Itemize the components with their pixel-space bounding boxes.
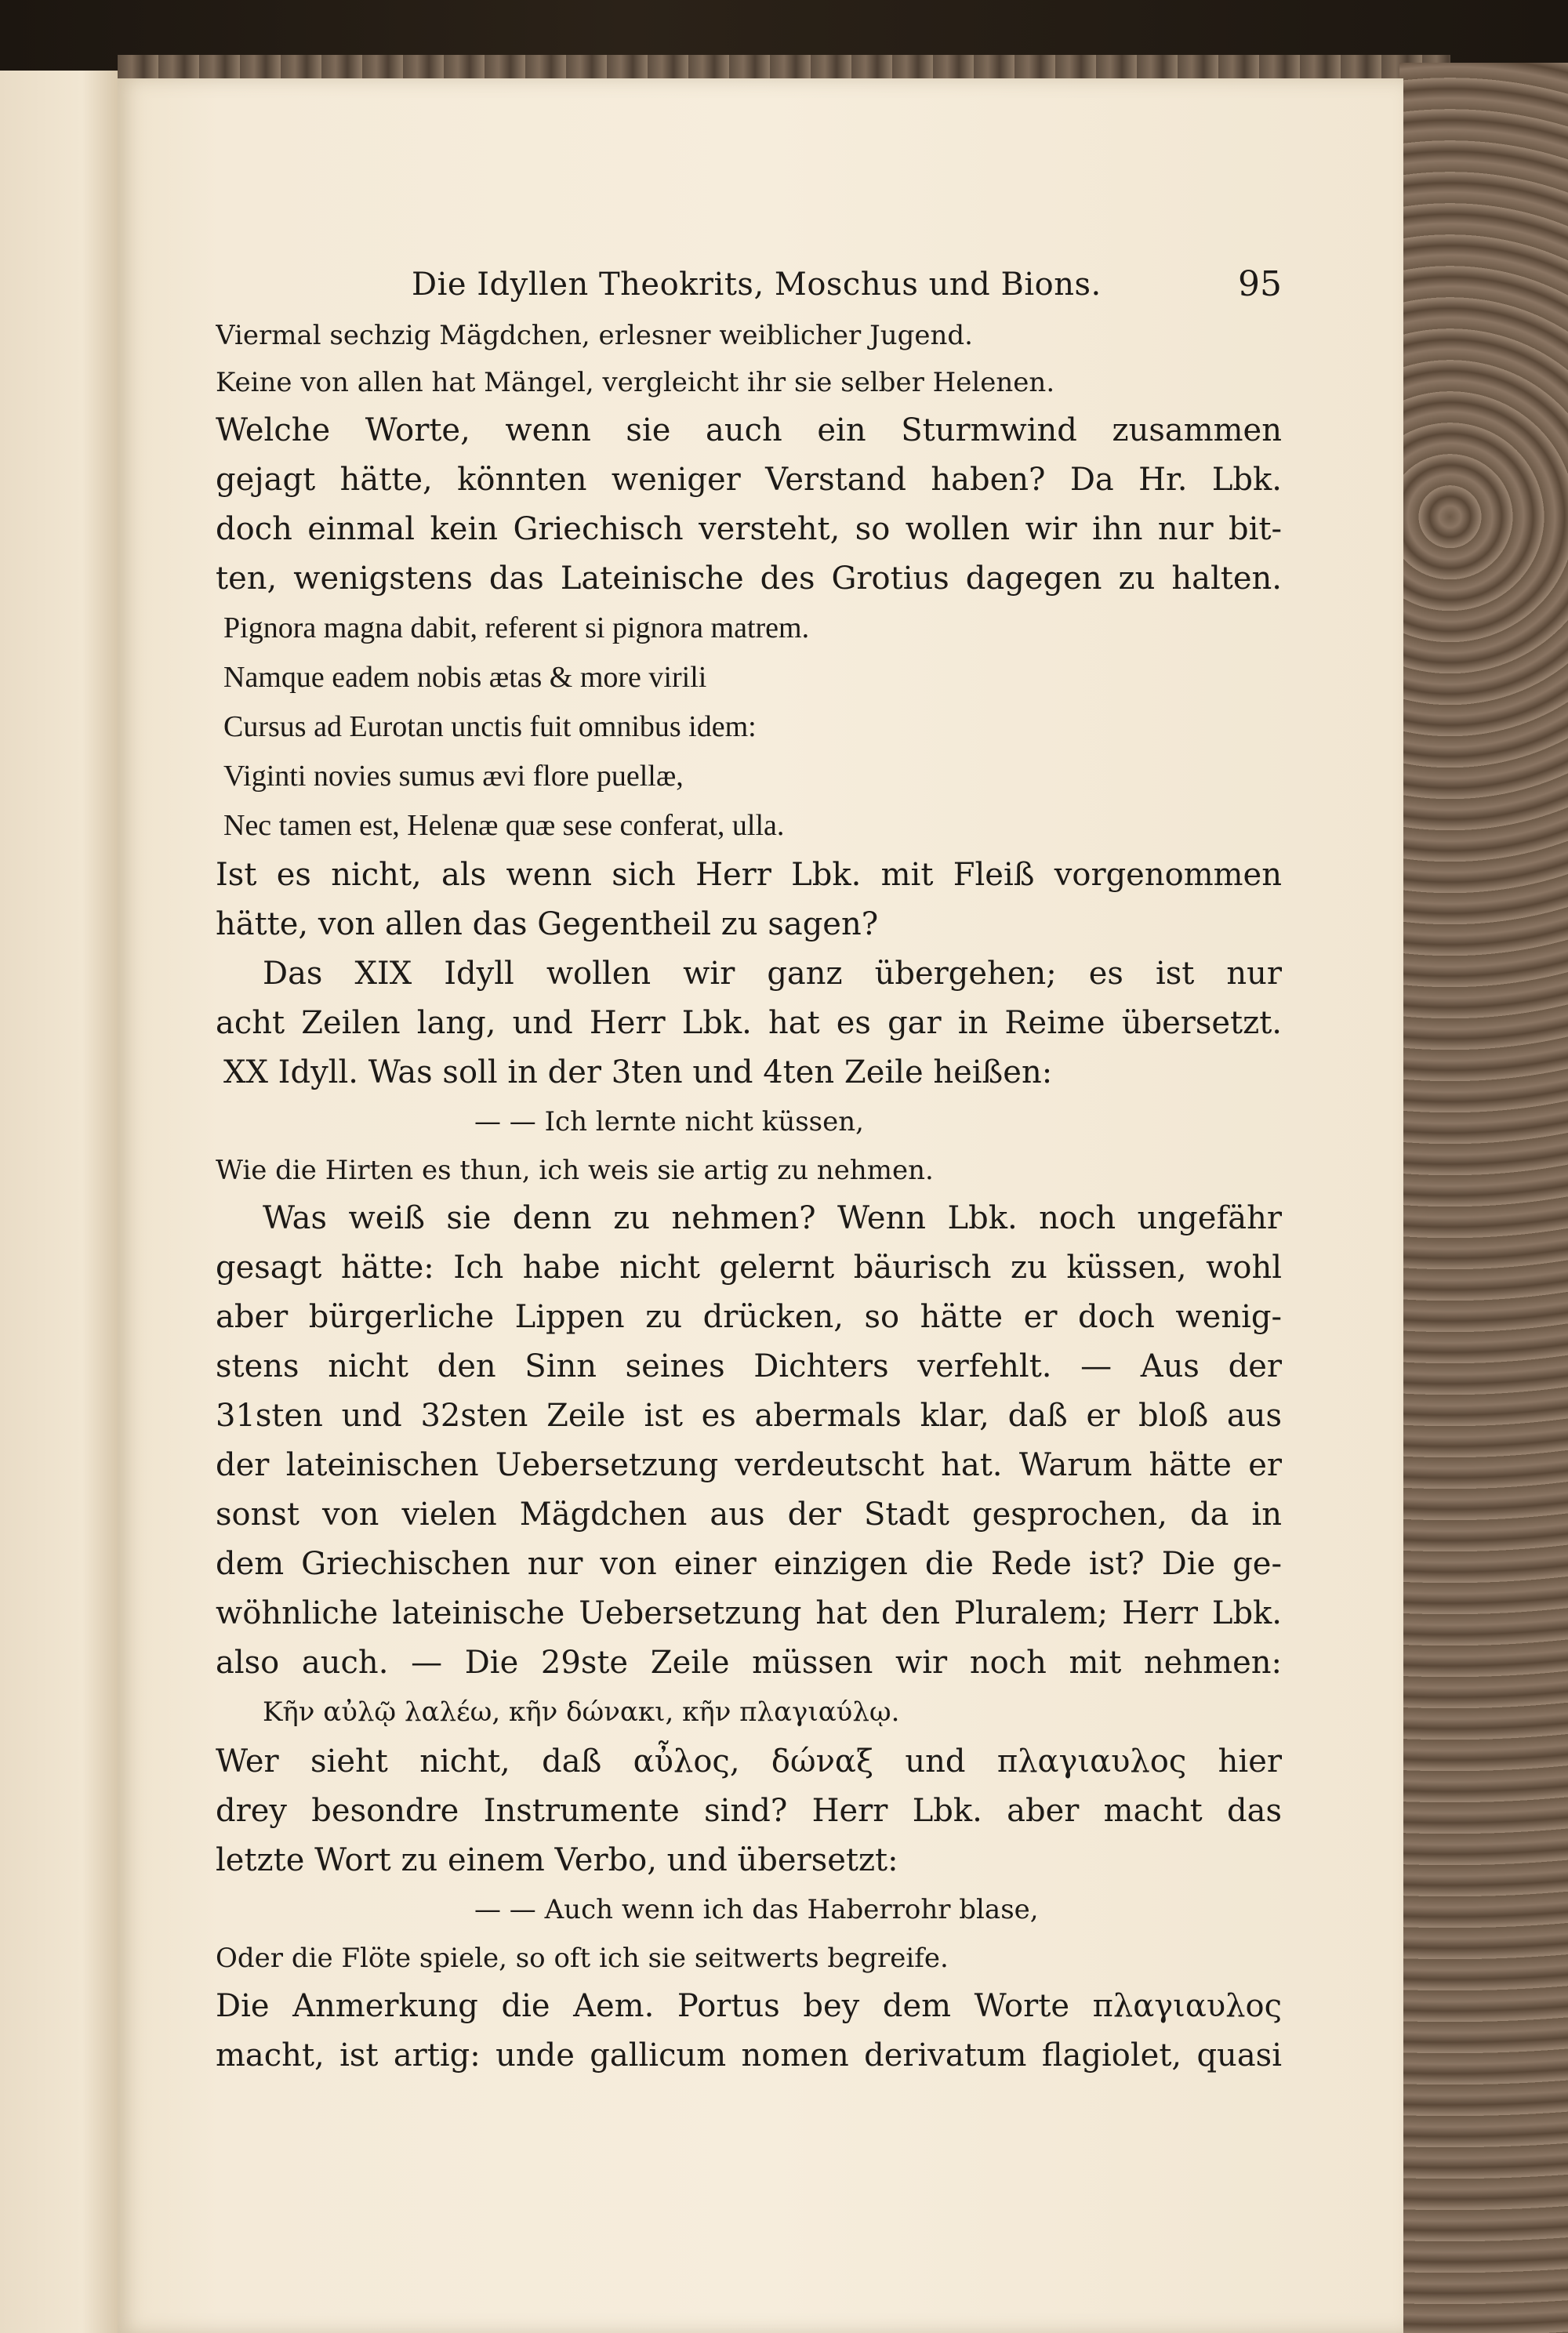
text-line: 31sten und 32sten Zeile ist es abermals klar, daß er bloß aus	[216, 1398, 1282, 1434]
text-line: hätte, von allen das Gegentheil zu sagen?	[216, 906, 879, 942]
verse-line: Wie die Hirten es thun, ich weis sie artig zu nehmen.	[216, 1155, 934, 1186]
text-line: aber bürgerliche Lippen zu drücken, so hätte er doch wenig-	[216, 1299, 1282, 1335]
text-line: macht, ist artig: unde gallicum nomen derivatum flagiolet, quasi	[216, 2037, 1282, 2074]
text-line: ten, wenigstens das Lateinische des Grotius dagegen zu halten.	[216, 561, 1282, 597]
text-line: Welche Worte, wenn sie auch ein Sturmwind zusammen	[216, 412, 1282, 448]
latin-verse-line: Viginti novies sumus ævi flore puellæ,	[223, 760, 684, 793]
running-head: Die Idyllen Theokrits, Moschus und Bions.	[412, 267, 1102, 303]
text-line: XX Idyll. Was soll in der 3ten und 4ten Zeile heißen:	[223, 1054, 1053, 1090]
text-line: also auch. — Die 29ste Zeile müssen wir noch mit nehmen:	[216, 1645, 1282, 1681]
text-line: gesagt hätte: Ich habe nicht gelernt bäurisch zu küssen, wohl	[216, 1250, 1282, 1286]
text-line: acht Zeilen lang, und Herr Lbk. hat es gar in Reime übersetzt.	[216, 1005, 1282, 1041]
text-line: Keine von allen hat Mängel, vergleicht ihr sie selber Helenen.	[216, 367, 1055, 398]
text-line: dem Griechischen nur von einer einzigen die Rede ist? Die ge-	[216, 1546, 1282, 1582]
text-line: Das XIX Idyll wollen wir ganz übergehen; es ist nur	[263, 956, 1282, 992]
page-header	[216, 257, 1282, 312]
verse-line: — — Ich lernte nicht küssen,	[474, 1106, 864, 1137]
text-line: Die Anmerkung die Aem. Portus bey dem Worte πλαγιαυλος	[216, 1988, 1282, 2024]
text-line: Wer sieht nicht, daß αὖλος, δώναξ und πλαγιαυλος hier	[216, 1743, 1282, 1780]
verse-line: Oder die Flöte spiele, so oft ich sie seitwerts begreife.	[216, 1943, 949, 1974]
latin-verse-line: Nec tamen est, Helenæ quæ sese conferat, ulla.	[223, 809, 785, 842]
latin-verse-line: Pignora magna dabit, referent si pignora matrem.	[223, 611, 810, 644]
book-page	[118, 78, 1403, 2333]
text-line: drey besondre Instrumente sind? Herr Lbk. aber macht das	[216, 1793, 1282, 1829]
text-line: stens nicht den Sinn seines Dichters verfehlt. — Aus der	[216, 1348, 1282, 1384]
text-line: letzte Wort zu einem Verbo, und übersetzt:	[216, 1842, 898, 1878]
text-line: gejagt hätte, könnten weniger Verstand haben? Da Hr. Lbk.	[216, 462, 1282, 498]
text-line: Viermal sechzig Mägdchen, erlesner weiblicher Jugend.	[216, 320, 973, 351]
latin-verse-line: Namque eadem nobis ætas & more virili	[223, 661, 707, 694]
text-line: der lateinischen Uebersetzung verdeutscht hat. Warum hätte er	[216, 1447, 1282, 1483]
text-line: Ist es nicht, als wenn sich Herr Lbk. mit Fleiß vorgenommen	[216, 857, 1282, 893]
page-number: 95	[1238, 264, 1282, 304]
page-content	[216, 257, 1282, 2081]
text-line: doch einmal kein Griechisch versteht, so wollen wir ihn nur bit-	[216, 511, 1282, 547]
greek-verse-line: Κῆν αὐλῷ λαλέω, κῆν δώνακι, κῆν πλαγιαύλῳ.	[263, 1696, 900, 1728]
text-line: wöhnliche lateinische Uebersetzung hat den Pluralem; Herr Lbk.	[216, 1595, 1282, 1631]
text-line: Was weiß sie denn zu nehmen? Wenn Lbk. noch ungefähr	[263, 1200, 1282, 1236]
text-line: sonst von vielen Mägdchen aus der Stadt gesprochen, da in	[216, 1497, 1282, 1533]
marbled-cover-edge	[1399, 63, 1568, 2333]
previous-page-edge	[0, 71, 120, 2333]
verse-line: — — Auch wenn ich das Haberrohr blase,	[474, 1894, 1039, 1925]
latin-verse-line: Cursus ad Eurotan unctis fuit omnibus idem:	[223, 710, 757, 743]
